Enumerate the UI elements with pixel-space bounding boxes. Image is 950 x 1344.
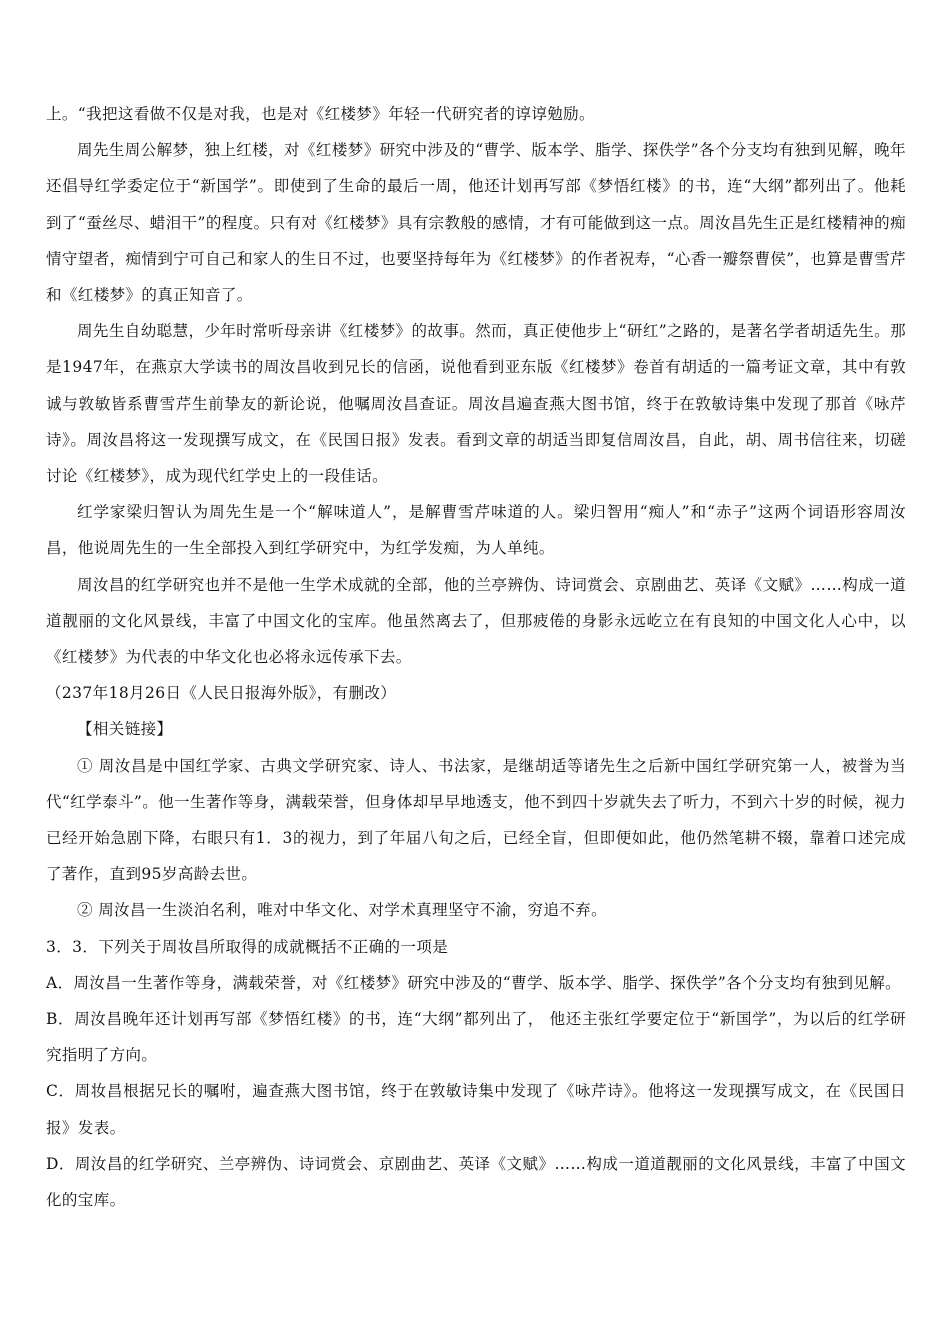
option-d: D．周汝昌的红学研究、兰亭辨伪、诗词赏会、京剧曲艺、英译《文赋》……构成一道道靓丽的文化风景线，丰富了中国文化的宝库。 (46, 1154, 906, 1210)
paragraph-5: 周汝昌的红学研究也并不是他一生学术成就的全部，他的兰亭辨伪、诗词赏会、京剧曲艺、英译《文赋》……构成一道道靓丽的文化风景线，丰富了中国文化的宝库。他虽然离去了，但那疲倦的身影永远屹立在有良知的中国文化人心中，以《红楼梦》为代表的中华文化也必将永远传承下去。 (46, 575, 906, 667)
related-links-heading: 【相关链接】 (77, 720, 173, 739)
paragraph-4: 红学家梁归智认为周先生是一个“解味道人”，是解曹雪芹味道的人。梁归智用“痴人”和“赤子”这两个词语形容周汝昌，他说周先生的一生全部投入到红学研究中，为红学发痴，为人单纯。 (46, 503, 906, 558)
source-citation: （237年18月26日《人民日报海外版》，有删改） (46, 684, 397, 703)
option-a: A．周汝昌一生著作等身，满载荣誉，对《红楼梦》研究中涉及的“曹学、版本学、脂学、探佚学”各个分支均有独到见解。 (46, 973, 902, 992)
question-stem: 3．3．下列关于周妆昌所取得的成就概括不正确的一项是 (46, 937, 449, 956)
paragraph-3: 周先生自幼聪慧，少年时常听母亲讲《红楼梦》的故事。然而，真正使他步上“研红”之路的，是著名学者胡适先生。那是1947年，在燕京大学读书的周汝昌收到兄长的信函，说他看到亚东版《红楼梦》卷首有胡适的一篇考证文章，其中有敦诚与敦敏皆系曹雪芹生前挚友的新论说，他嘱周汝昌查证。周汝昌遍查燕大图书馆，终于在敦敏诗集中发现了那首《咏芹诗》。周汝昌将这一发现撰写成文，在《民国日报》发表。看到文章的胡适当即复信周汝昌，自此，胡、周书信往来，切磋讨论《红楼梦》，成为现代红学史上的一段佳话。 (46, 322, 906, 486)
related-link-item-1: ① 周汝昌是中国红学家、古典文学研究家、诗人、书法家，是继胡适等诸先生之后新中国红学研究第一人，被誉为当代“红学泰斗”。他一生著作等身，满载荣誉，但身体却早早地透支，他不到四十岁就失去了听力，不到六十岁的时候，视力已经开始急剧下降，右眼只有1．3的视力，到了年届八旬之后，已经全盲，但即便如此，他仍然笔耕不辍，靠着口述完成了著作，直到95岁高龄去世。 (46, 756, 906, 884)
paragraph-2: 周先生周公解梦，独上红楼，对《红楼梦》研究中涉及的“曹学、版本学、脂学、探佚学”各个分支均有独到见解，晚年还倡导红学委定位于“新国学”。即使到了生命的最后一周，他还计划再写部《梦悟红楼》的书，连“大纲”都列出了。他耗到了“蚕丝尽、蜡泪干”的程度。只有对《红楼梦》具有宗教般的感情，才有可能做到这一点。周汝昌先生正是红楼精神的痴情守望者，痴情到宁可自己和家人的生日不过，也要坚持每年为《红楼梦》的作者祝寿，“心香一瓣祭曹侯”，也算是曹雪芹和《红楼梦》的真正知音了。 (46, 141, 906, 305)
option-c: C．周妆昌根据兄长的嘱咐，遍查燕大图书馆，终于在敦敏诗集中发现了《咏芹诗》。他将这一发现撰写成文，在《民国日报》发表。 (46, 1082, 906, 1137)
document-page (46, 96, 906, 1218)
related-link-item-2: ② 周汝昌一生淡泊名利，唯对中华文化、对学术真理坚守不渝，穷追不弃。 (77, 901, 608, 920)
paragraph-1: 上。“我把这看做不仅是对我，也是对《红楼梦》年轻一代研究者的谆谆勉励。 (46, 105, 595, 123)
option-b: B．周汝昌晚年还计划再写部《梦悟红楼》的书，连“大纲”都列出了， 他还主张红学要定位于“新国学”，为以后的红学研究指明了方向。 (46, 1010, 906, 1065)
